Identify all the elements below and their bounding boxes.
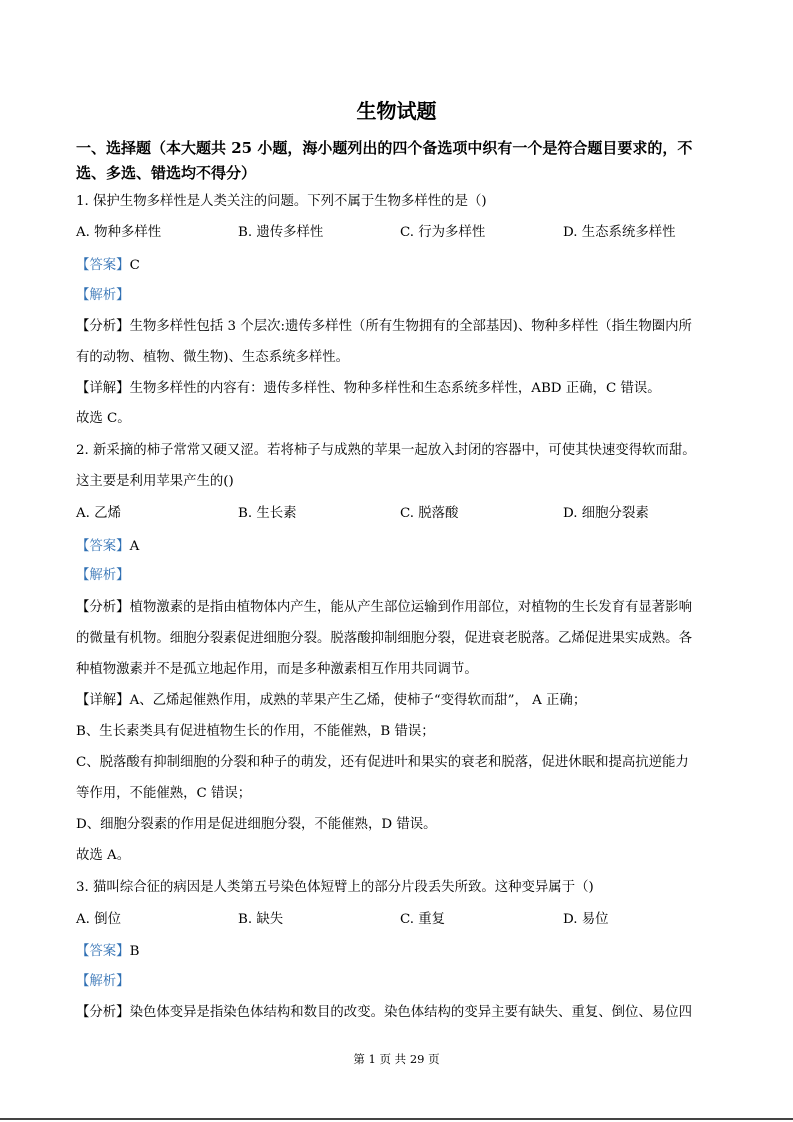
analysis-tag: 【解析】 — [76, 568, 130, 583]
xiangjie-text: A、乙烯起催熟作用，成熟的苹果产生乙烯，使柿子“变得软而甜”， A 正确； — [129, 693, 587, 708]
q2-option-d: D. 细胞分裂素 — [563, 506, 649, 521]
q1-option-a: A. 物种多样性 — [76, 225, 162, 240]
fenxi-tag: 【分析】 — [76, 319, 130, 334]
q2-option-c: C. 脱落酸 — [400, 506, 459, 521]
fenxi-text: 染色体变异是指染色体结构和数目的改变。染色体结构的变异主要有缺失、重复、倒位、易位四 — [129, 1005, 692, 1020]
q1-fenxi-line-2: 有的动物、植物、微生物)、生态系统多样性。 — [76, 350, 350, 365]
q1-analysis-tag — [76, 286, 726, 306]
q1-option-d: D. 生态系统多样性 — [563, 225, 676, 240]
analysis-tag: 【解析】 — [76, 974, 130, 989]
q3-stem: 3. 猫叫综合征的病因是人类第五号染色体短臂上的部分片段丢失所致。这种变异属于（) — [76, 880, 594, 895]
q2-xiangjie-line-3: C、脱落酸有抑制细胞的分裂和种子的萌发，还有促进叶和果实的衰老和脱落，促进休眠和提高抗逆能力 — [76, 755, 689, 770]
q3-fenxi-line-1 — [76, 1003, 726, 1023]
answer-tag: 【答案】 — [76, 539, 130, 554]
page-footer: 第 1 页 共 29 页 — [353, 1052, 440, 1066]
q2-option-a: A. 乙烯 — [76, 506, 121, 521]
q1-option-b: B. 遗传多样性 — [238, 225, 324, 240]
q2-analysis-tag — [76, 566, 726, 586]
q3-answer — [76, 942, 726, 962]
answer-tag: 【答案】 — [76, 258, 130, 273]
q1-answer — [76, 256, 726, 276]
section-heading-line-2: 选、多选、错选均不得分） — [76, 164, 257, 182]
q1-option-c: C. 行为多样性 — [400, 225, 486, 240]
q3-option-b: B. 缺失 — [238, 912, 284, 927]
q2-conclusion: 故选 A。 — [76, 848, 131, 863]
section-heading-line-1: 一、选择题（本大题共 25 小题，海小题列出的四个备选项中织有一个是符合题目要求的，不 — [76, 139, 693, 157]
q1-fenxi-line-1 — [76, 317, 726, 337]
q3-option-a: A. 倒位 — [76, 912, 121, 927]
q2-fenxi-line-3: 种植物激素并不是孤立地起作用，而是多种激素相互作用共同调节。 — [76, 662, 478, 677]
answer-value: C — [129, 258, 140, 273]
q2-xiangjie-line-4: 等作用，不能催熟，C 错误； — [76, 786, 252, 801]
q3-option-d: D. 易位 — [563, 912, 609, 927]
q2-stem-line-2: 这主要是利用苹果产生的() — [76, 474, 234, 489]
answer-value: A — [129, 539, 140, 554]
q2-xiangjie-line-1 — [76, 691, 726, 711]
xiangjie-tag: 【详解】 — [76, 381, 130, 396]
answer-value: B — [129, 944, 140, 959]
xiangjie-tag: 【详解】 — [76, 693, 130, 708]
q2-xiangjie-line-2: B、生长素类具有促进植物生长的作用，不能催熟，B 错误； — [76, 724, 435, 739]
xiangjie-text: 生物多样性的内容有：遗传多样性、物种多样性和生态系统多样性，ABD 正确，C 错误。 — [129, 381, 661, 396]
footer-divider — [0, 1118, 793, 1120]
q2-option-b: B. 生长素 — [238, 506, 297, 521]
q2-answer — [76, 537, 726, 557]
fenxi-text: 植物激素的是指由植物体内产生，能从产生部位运输到作用部位，对植物的生长发育有显著影响 — [129, 600, 692, 615]
fenxi-tag: 【分析】 — [76, 600, 130, 615]
fenxi-tag: 【分析】 — [76, 1005, 130, 1020]
answer-tag: 【答案】 — [76, 944, 130, 959]
q2-fenxi-line-2: 的微量有机物。细胞分裂素促进细胞分裂。脱落酸抑制细胞分裂，促进衰老脱落。乙烯促进果实成熟。各 — [76, 631, 692, 646]
q2-xiangjie-line-5: D、细胞分裂素的作用是促进细胞分裂，不能催熟，D 错误。 — [76, 817, 437, 832]
q1-xiangjie-line-1 — [76, 379, 726, 399]
q1-conclusion: 故选 C。 — [76, 411, 131, 426]
analysis-tag: 【解析】 — [76, 288, 130, 303]
q3-analysis-tag — [76, 972, 726, 992]
q3-option-c: C. 重复 — [400, 912, 446, 927]
page-title: 生物试题 — [356, 99, 437, 123]
q2-stem-line-1: 2. 新采摘的柿子常常又硬又涩。若将柿子与成熟的苹果一起放入封闭的容器中，可使其快速变得软而甜。 — [76, 443, 696, 458]
q2-fenxi-line-1 — [76, 598, 726, 618]
fenxi-text: 生物多样性包括 3 个层次:遗传多样性（所有生物拥有的全部基因)、物种多样性（指生物圈内所 — [129, 319, 692, 334]
q1-stem: 1. 保护生物多样性是人类关注的问题。下列不属于生物多样性的是（) — [76, 194, 487, 209]
